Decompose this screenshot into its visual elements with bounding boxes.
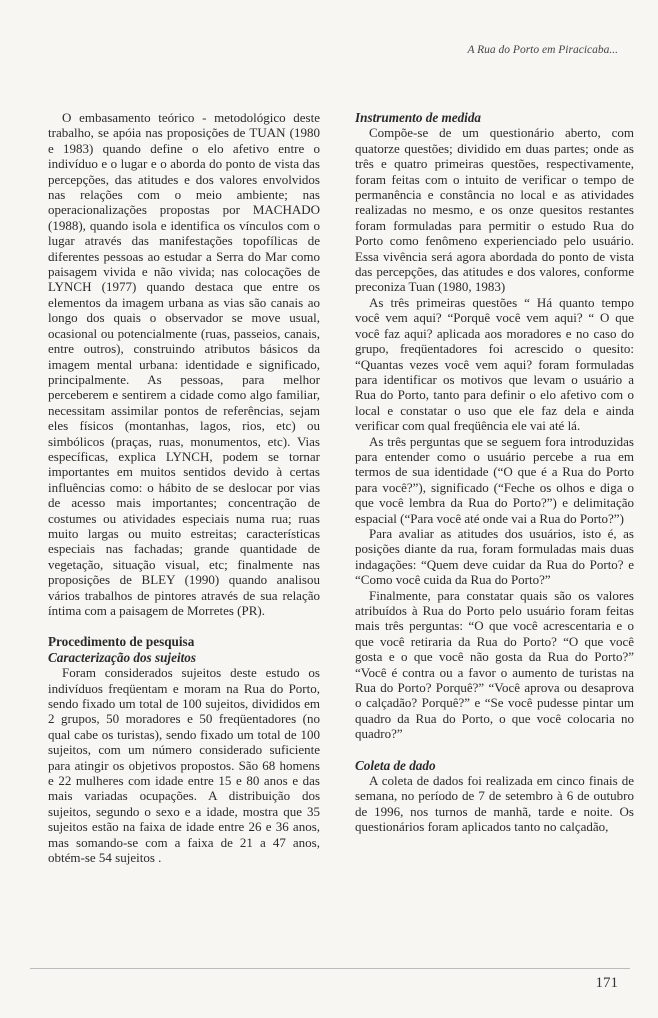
paragraph-values: Finalmente, para constatar quais são os valores atribuídos à Rua do Porto pelo usuário foram feitas mais três perguntas: “O que você acrescentaria e o que você retiraria da Rua do Porto? “O que você gosta e o que você não gosta da Rua do Porto?” “Você é contra ou a favor o aumento de turistas na Rua do Porto? Porquê?” “Você aprova ou desaprova o calçadão? Porquê?” e “Se você pudesse pintar um quadro da Rua do Porto, o que você colocaria no quadro?” — [355, 587, 634, 742]
heading-data-collection: Coleta de dado — [355, 757, 436, 773]
paragraph-data-collection: A coleta de dados foi realizada em cinco finais de semana, no período de 7 de setembro à 6 de outubro de 1996, nos turnos de manhã, tarde e noite. Os questionários foram aplicados tanto no calçadão, — [355, 773, 634, 835]
footer-rule — [30, 968, 630, 969]
right-column — [355, 110, 634, 835]
heading-research-procedure: Procedimento de pesquisa — [48, 634, 195, 650]
paragraph-subjects: Foram considerados sujeitos deste estudo os indivíduos freqüentam e moram na Rua do Porto, sendo fixado um total de 100 sujeitos, divididos em 2 grupos, 50 moradores e 50 freqüentadores (no qual cabe os turistas), sendo fixado um total de 100 sujeitos, com um número considerado suficiente para atingir os objetivos propostos. São 68 homens e 22 mulheres com idade entre 15 e 80 anos e das mais variadas ocupações. A distribuição dos sujeitos, segundo o sexo e a idade, mostra que 35 sujeitos estão na faixa de idade entre 26 e 36 anos, mas somando-se com a faixa de 21 a 47 anos, obtém-se 54 sujeitos . — [48, 665, 320, 866]
paragraph-theoretical-basis: O embasamento teórico - metodológico deste trabalho, se apóia nas proposições de TUAN (1980 e 1983) quando define o elo afetivo entre o indivíduo e o lugar e o aborda do ponto de vista das percepções, das atitudes e dos valores envolvidos nas relações com o meio ambiente; nas operacionalizações propostas por MACHADO (1988), quando isola e identifica os vínculos com o lugar através das manifestações topofílicas de diferentes pessoas ao estudar a Serra do Mar como paisagem vivida e não vivida; nas colocações de LYNCH (1977) quando destaca que entre os elementos da imagem urbana as vias são canais ao longo dos quais o observador se move usual, ocasional ou potencialmente (ruas, passeios, canais, entre outros), construindo atributos básicos da imagem mental urbana: identidade e significado, principalmente. As pessoas, para melhor perceberem e sentirem a cidade como algo familiar, necessitam assimilar pontos de referências, sejam eles físicos (montanhas, lagos, rios, etc) ou simbólicos (praças, ruas, monumentos, etc). Vias específicas, explica LYNCH, podem se tornar importantes em muitos sentidos devido à certas influências como: o hábito de se deslocar por vias de acesso mais importantes; concentração de costumes ou atividades especiais numa rua; ruas muito largas ou muito estreitas; características especiais nas fachadas; grande quantidade de vegetação, situação visual, etc; finalmente nas proposições de BLEY (1990) quando analisou vários trabalhos de pintores através de sua relação íntima com a paisagem de Morretes (PR). — [48, 110, 320, 618]
heading-subjects: Caracterização dos sujeitos — [48, 649, 196, 665]
paragraph-attitudes: Para avaliar as atitudes dos usuários, isto é, as posições diante da rua, foram formuladas mais duas indagações: “Quem deve cuidar da Rua do Porto? e “Como você cuida da Rua do Porto?” — [355, 525, 634, 588]
running-title: A Rua do Porto em Piracicaba... — [467, 44, 618, 56]
heading-instrument: Instrumento de medida — [355, 110, 482, 125]
left-column — [48, 110, 320, 866]
paragraph-identity-questions: As três perguntas que se seguem fora introduzidas para entender como o usuário percebe a rua em termos de sua identidade (“O que é a Rua do Porto para você?”), significado (“Feche os olhos e diga o que você lembra da Rua do Porto?”) e delimitação espacial (“Para você até onde vai a Rua do Porto?”) — [355, 433, 634, 526]
page-number: 171 — [595, 975, 618, 991]
paragraph-instrument: Compõe-se de um questionário aberto, com quatorze questões; dividido em duas partes; onde as três e quatro primeiras questões, respectivamente, foram feitas com o intuito de verificar o tempo de permanência e constância no local e as atividades realizadas no mesmo, e os onze quesitos restantes foram formuladas para permitir o estudo Rua do Porto como fenômeno experienciado pelo usuário. Essa vivência será agora abordada do ponto de vista das percepções, das atitudes e dos valores, conforme preconiza Tuan (1980, 1983) — [355, 125, 634, 295]
paragraph-first-questions: As três primeiras questões “ Há quanto tempo você vem aqui? “Porquê você vem aqui? “ O que você faz aqui? aplicada aos moradores e no caso do grupo, freqüentadores foi acrescido o quesito: “Quantas vezes você vem aqui? foram formuladas para identificar os motivos que levam o usuário a Rua do Porto, tanto para definir o elo afetivo com o local e constatar o uso que ele faz dela e ainda verificar com qual freqüência ele vai até lá. — [355, 294, 634, 434]
